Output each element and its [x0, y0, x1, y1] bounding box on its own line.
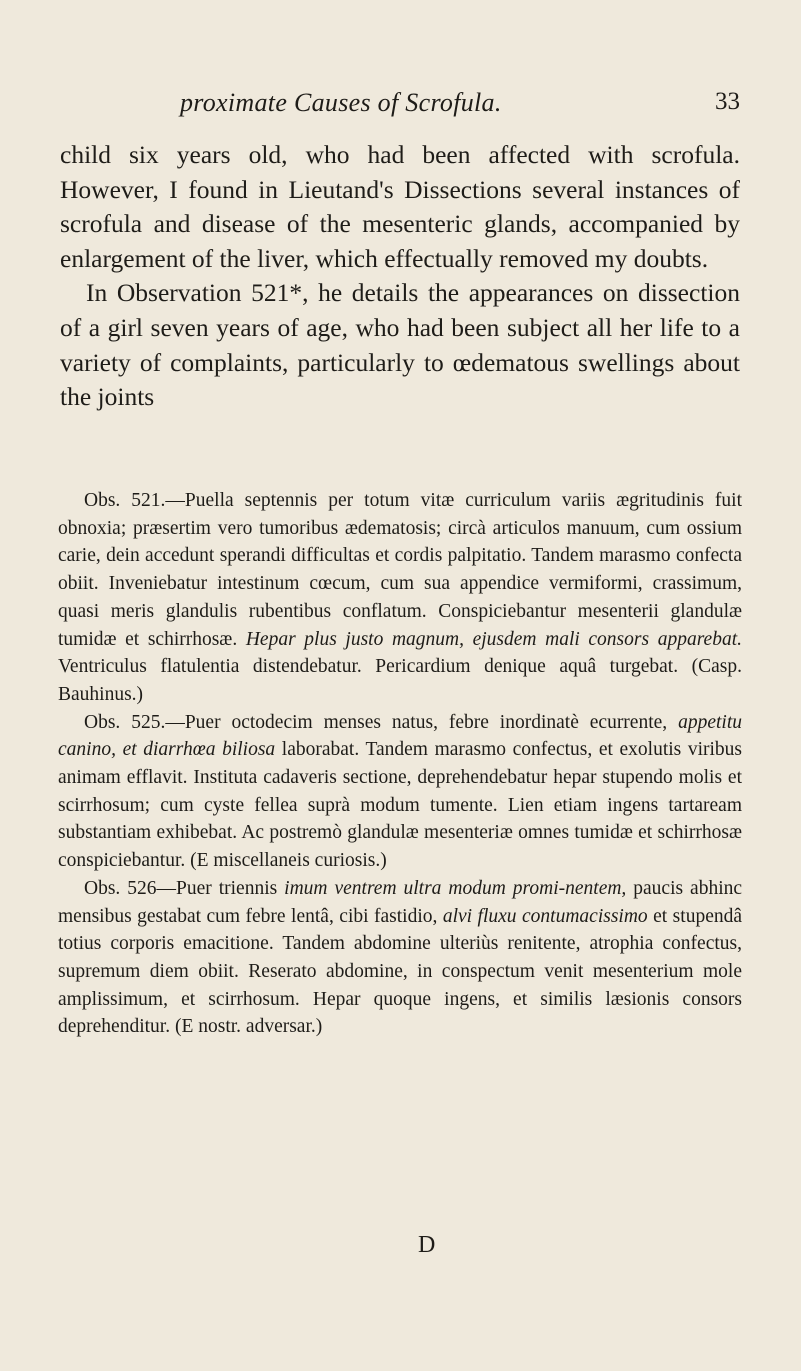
paragraph-1: child six years old, who had been affected with scrofula. However, I found in Lieutand's Dissections several instances of scrofula and disease of the mesenteric glands, accompanied by enlargement of the liver, which effectually removed my doubts. [60, 140, 740, 273]
running-title: proximate Causes of Scrofula. [180, 88, 502, 117]
signature-mark: D [418, 1232, 436, 1258]
paragraph-2: In Observation 521*, he details the appearances on dissection of a girl seven years of age, who had been subject all her life to a variety of complaints, particularly to œdematous swellings about the joints [60, 278, 740, 412]
page-number: 33 [715, 88, 740, 115]
running-head [60, 88, 740, 118]
note-obs-521: Obs. 521.—Puella septennis per totum vitæ curriculum variis ægritudinis fuit obnoxia; præsertim vero tumoribus ædematosis; circà articulos manuum, cum ossium carie, dein accedunt sperandi difficultas et cordis palpitatio. Tandem marasmo confecta obiit. Inveniebatur intestinum cœcum, cum sua appendice vermiformi, crassimum, quasi meris glandulis rubentibus conflatum. Conspiciebantur mesenterii glandulæ tumidæ et schirrhosæ. Hepar plus justo magnum, ejusdem mali consors apparebat. Ventriculus flatulentia distendebatur. Pericardium denique aquâ turgebat. (Casp. Bauhinus.) [58, 490, 743, 705]
main-text [60, 138, 740, 415]
note-obs-526: Obs. 526—Puer triennis imum ventrem ultra modum promi-nentem, paucis abhinc mensibus gestabat cum febre lentâ, cibi fastidio, alvi fluxu contumacissimo et stupendâ totius corporis emacitione. Tandem abdomine ulteriùs renitente, atrophia confectus, supremum diem obiit. Reserato abdomine, in conspectum venit mesenterium mole amplissimum, et scirrhosum. Hepar quoque ingens, et similis læsionis consors deprehenditur. (E nostr. adversar.) [58, 877, 743, 1038]
note-obs-525: Obs. 525.—Puer octodecim menses natus, febre inordinatè ecurrente, appetitu canino, et diarrhœa biliosa laborabat. Tandem marasmo confectus, et exolutis viribus animam efflavit. Instituta cadaveris sectione, deprehendebatur hepar stupendo molis et scirrhosum; cum cyste fellea suprà modum tumente. Lien etiam ingens tartaream substantiam exhibebat. Ac postremò glandulæ mesenteriæ omnes tumidæ et schirrhosæ conspiciebantur. (E miscellaneis curiosis.) [58, 711, 743, 872]
footnotes [58, 487, 742, 1041]
